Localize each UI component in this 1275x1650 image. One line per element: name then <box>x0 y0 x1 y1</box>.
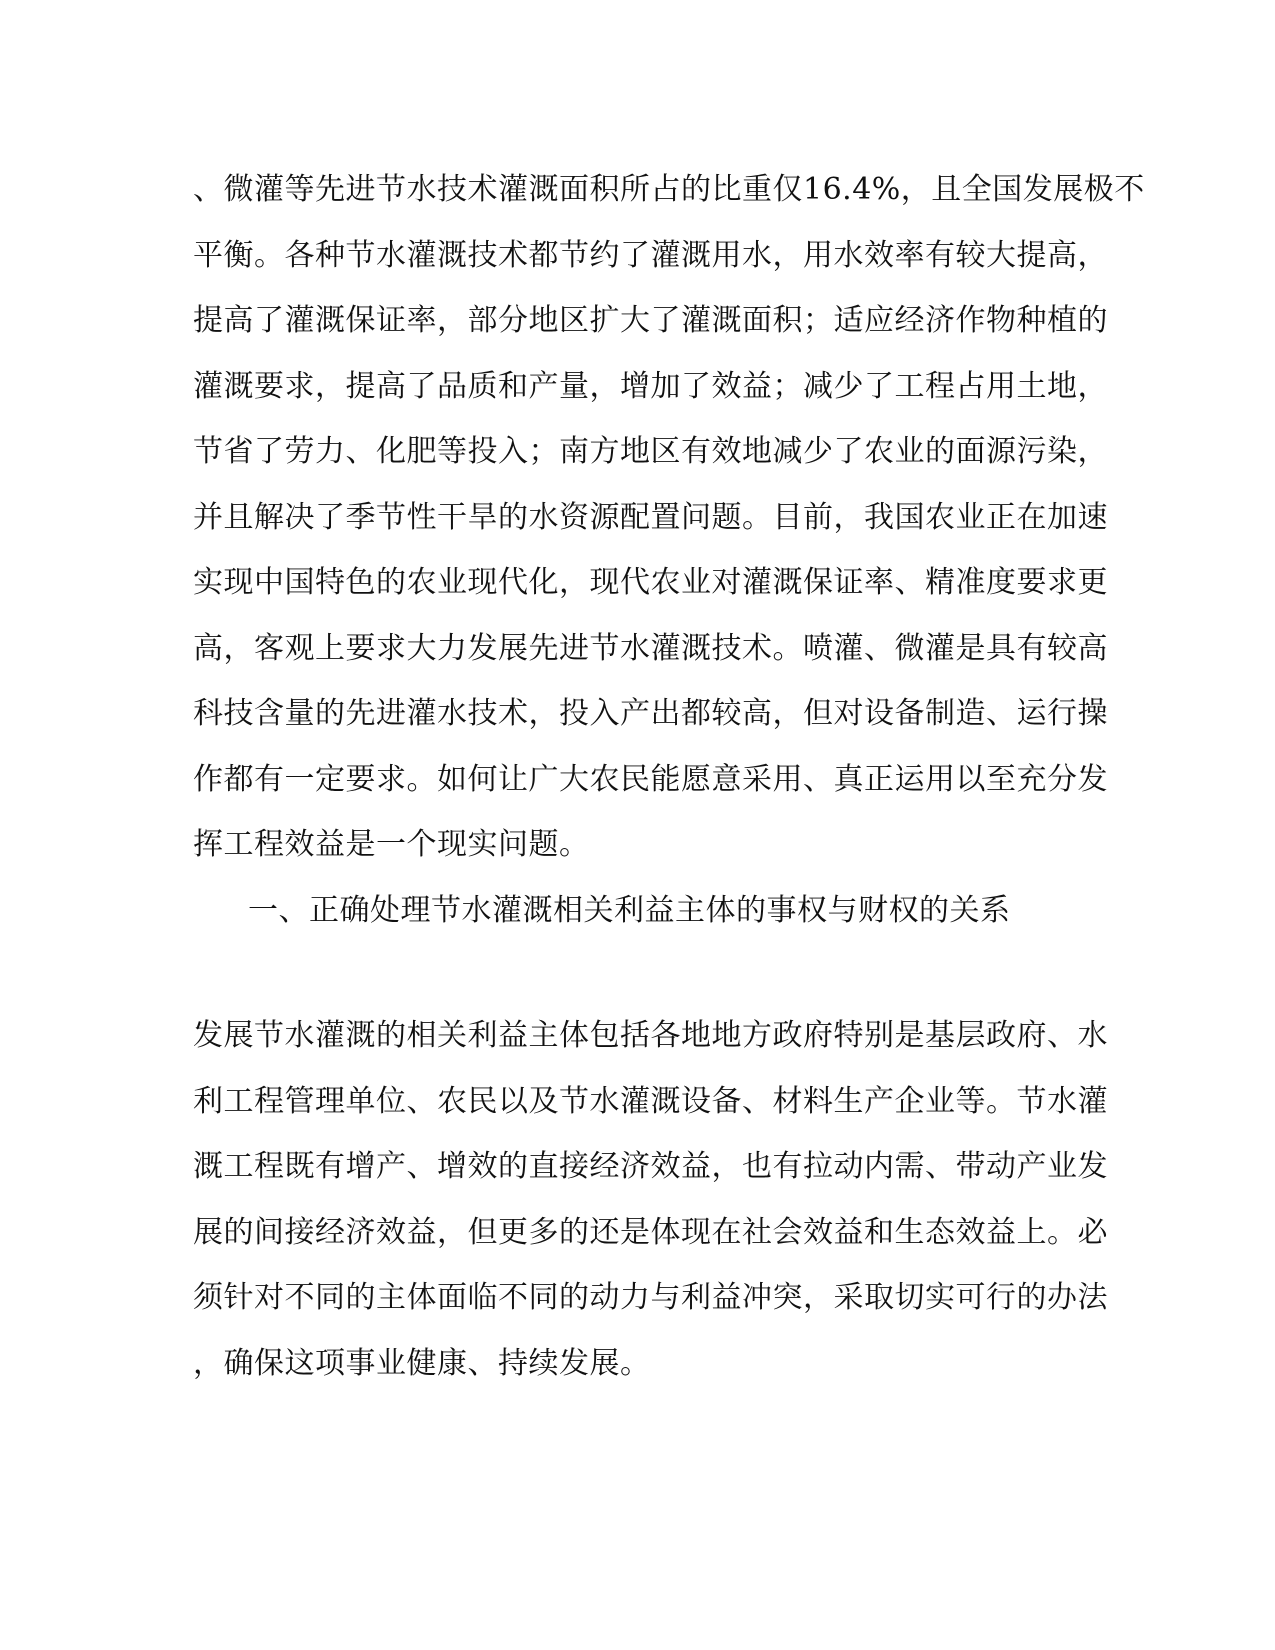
paragraph-line: 节省了劳力、化肥等投入；南方地区有效地减少了农业的面源污染， <box>193 434 1108 469</box>
paragraph-line: 溉工程既有增产、增效的直接经济效益，也有拉动内需、带动产业发 <box>193 1149 1108 1184</box>
paragraph-line: 挥工程效益是一个现实问题。 <box>193 827 590 862</box>
paragraph-line: 作都有一定要求。如何让广大农民能愿意采用、真正运用以至充分发 <box>193 761 1108 797</box>
paragraph-line: 并且解决了季节性干旱的水资源配置问题。目前，我国农业正在加速 <box>193 499 1108 535</box>
paragraph-line: 展的间接经济效益，但更多的还是体现在社会效益和生态效益上。必 <box>193 1214 1108 1250</box>
paragraph-line: 平衡。各种节水灌溉技术都节约了灌溉用水，用水效率有较大提高， <box>193 237 1108 273</box>
paragraph-line: 实现中国特色的农业现代化，现代农业对灌溉保证率、精准度要求更 <box>193 565 1108 600</box>
paragraph-line: 发展节水灌溉的相关利益主体包括各地地方政府特别是基层政府、水 <box>193 1018 1108 1053</box>
paragraph-line: 利工程管理单位、农民以及节水灌溉设备、材料生产企业等。节水灌 <box>193 1083 1108 1119</box>
paragraph-line: 、微灌等先进节水技术灌溉面积所占的比重仅16.4%，且全国发展极不 <box>193 172 1145 207</box>
paragraph-line: 提高了灌溉保证率，部分地区扩大了灌溉面积；适应经济作物种植的 <box>193 303 1108 338</box>
paragraph-line: 灌溉要求，提高了品质和产量，增加了效益；减少了工程占用土地， <box>193 368 1108 404</box>
paragraph-line: 高，客观上要求大力发展先进节水灌溉技术。喷灌、微灌是具有较高 <box>193 630 1108 666</box>
section-heading: 一、正确处理节水灌溉相关利益主体的事权与财权的关系 <box>248 893 1011 928</box>
paragraph-line: 须针对不同的主体面临不同的动力与利益冲突，采取切实可行的办法 <box>193 1280 1108 1315</box>
paragraph-line: ，确保这项事业健康、持续发展。 <box>193 1345 651 1381</box>
body-paragraph-1 <box>193 157 1145 878</box>
body-paragraph-2 <box>193 1003 1108 1396</box>
paragraph-line: 科技含量的先进灌水技术，投入产出都较高，但对设备制造、运行操 <box>193 696 1108 731</box>
